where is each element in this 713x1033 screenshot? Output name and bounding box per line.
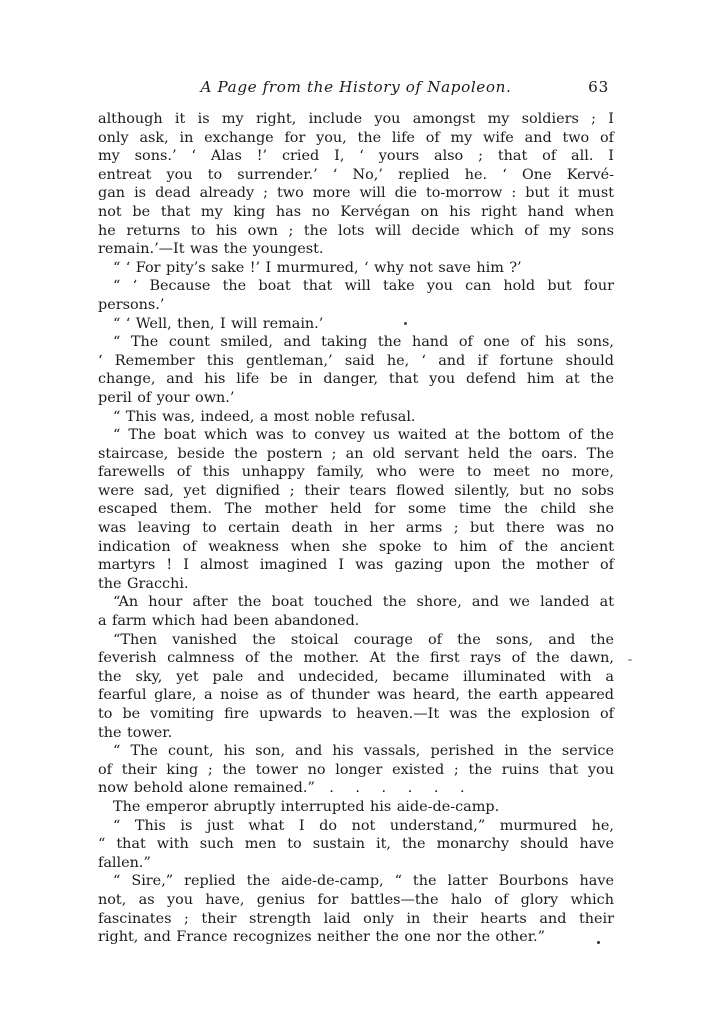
text-line: persons.’ xyxy=(98,296,165,313)
text-line: “ ‘ For pity’s sake !’ I murmured, ‘ why not save him ?’ xyxy=(113,259,522,276)
text-line: of their king ; the tower no longer existed ; the ruins that you xyxy=(98,761,614,778)
text-line: martyrs ! I almost imagined I was gazing upon the mother of xyxy=(98,557,614,574)
paragraph xyxy=(98,593,614,630)
text-line: only ask, in exchange for you, the life of my wife and two of xyxy=(98,129,614,146)
paragraph xyxy=(98,426,614,593)
page-number: 63 xyxy=(588,78,609,96)
text-line: peril of your own.’ xyxy=(98,389,235,406)
text-line: a farm which had been abandoned. xyxy=(98,613,360,630)
text-line: “ The count smiled, and taking the hand of one of his sons, xyxy=(113,334,614,351)
scan-speck xyxy=(597,941,600,944)
text-line: “ This is just what I do not understand,” murmured he, xyxy=(113,817,614,834)
text-line: “ This was, indeed, a most noble refusal. xyxy=(113,408,416,425)
text-line: “ The count, his son, and his vassals, perished in the service xyxy=(113,743,614,760)
text-line: “ Sire,” replied the aide-de-camp, “ the latter Bourbons have xyxy=(113,873,614,890)
scan-speck xyxy=(404,322,407,325)
paragraph xyxy=(98,333,614,407)
text-line: entreat you to surrender.’ ‘ No,’ replied he. ‘ One Kervé- xyxy=(98,166,614,183)
text-line: although it is my right, include you amongst my soldiers ; I xyxy=(98,111,614,127)
text-line: “ ‘ Because the boat that will take you can hold but four xyxy=(113,278,614,295)
paragraph xyxy=(98,277,614,314)
text-line: fallen.” xyxy=(98,854,151,871)
paragraph xyxy=(98,631,614,743)
text-line: ‘ Remember this gentleman,’ said he, ‘ and if fortune should xyxy=(98,352,614,369)
paragraph xyxy=(98,259,614,278)
text-line: “ The boat which was to convey us waited at the bottom of the xyxy=(113,427,614,444)
text-line: farewells of this unhappy family, who were to meet no more, xyxy=(98,464,614,481)
text-line: not be that my king has no Kervégan on his right hand when xyxy=(98,203,614,220)
text-line: feverish calmness of the mother. At the first rays of the dawn, xyxy=(98,650,614,667)
paragraph xyxy=(98,408,614,427)
paragraph xyxy=(98,798,614,817)
paragraph xyxy=(98,742,614,798)
text-line: were sad, yet dignified ; their tears flowed silently, but no sobs xyxy=(98,482,614,499)
text-line: The emperor abruptly interrupted his aide-de-camp. xyxy=(113,798,500,815)
page-body xyxy=(98,110,614,947)
paragraph xyxy=(98,110,614,259)
text-line: was leaving to certain death in her arms ; but there was no xyxy=(98,520,614,537)
text-line: fascinates ; their strength laid only in their hearts and their xyxy=(98,910,614,927)
running-head-title: A Page from the History of Napoleon. xyxy=(200,78,512,96)
text-line: escaped them. The mother held for some time the child she xyxy=(98,501,614,518)
text-line: gan is dead already ; two more will die to-morrow : but it must xyxy=(98,185,614,202)
text-line: he returns to his own ; the lots will decide which of my sons xyxy=(98,222,614,239)
scan-speck xyxy=(628,659,632,661)
text-line: the tower. xyxy=(98,724,173,741)
text-line: to be vomiting fire upwards to heaven.—It was the explosion of xyxy=(98,706,614,722)
text-line: “An hour after the boat touched the shore, and we landed at xyxy=(113,594,614,611)
text-line: the sky, yet pale and undecided, became illuminated with a xyxy=(98,668,614,685)
text-line: “ that with such men to sustain it, the monarchy should have xyxy=(98,836,614,853)
paragraph xyxy=(98,817,614,873)
text-line: now behold alone remained.” . . . . . . xyxy=(98,780,465,797)
text-line: not, as you have, genius for battles—the halo of glory which xyxy=(98,891,614,908)
paragraph xyxy=(98,872,614,946)
text-line: the Gracchi. xyxy=(98,575,189,592)
text-line: remain.’—It was the youngest. xyxy=(98,241,324,258)
text-line: indication of weakness when she spoke to him of the ancient xyxy=(98,538,614,555)
text-line: fearful glare, a noise as of thunder was heard, the earth appeared xyxy=(98,687,614,704)
text-line: “ ‘ Well, then, I will remain.’ xyxy=(113,315,324,332)
text-line: right, and France recognizes neither the one nor the other.” xyxy=(98,929,545,946)
text-line: staircase, beside the postern ; an old servant held the oars. The xyxy=(98,445,614,462)
text-line: change, and his life be in danger, that you defend him at the xyxy=(98,371,614,388)
text-line: “Then vanished the stoical courage of the sons, and the xyxy=(113,631,614,648)
text-line: my sons.’ ‘ Alas !’ cried I, ‘ yours also ; that of all. I xyxy=(98,148,614,165)
running-head xyxy=(98,78,614,100)
paragraph xyxy=(98,315,614,334)
